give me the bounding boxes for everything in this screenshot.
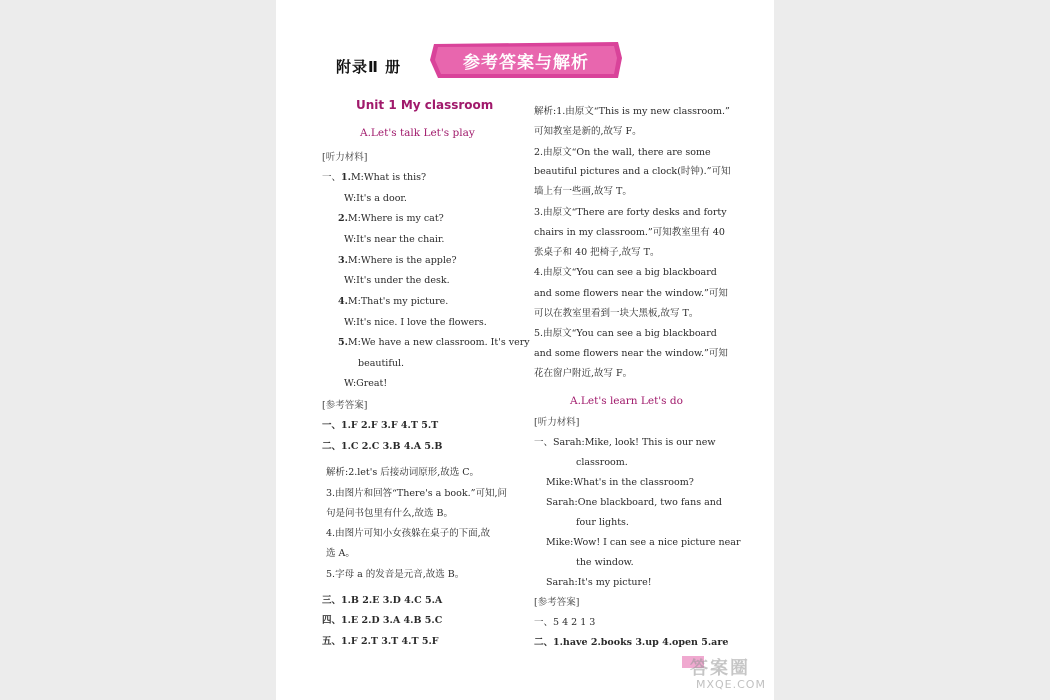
analysis-line: 5.由原文“You can see a big blackboard — [534, 328, 717, 339]
analysis-line: 3.由图片和回答“There's a book.”可知,问 — [326, 488, 508, 499]
analysis-line: 花在窗户附近,故写 F。 — [534, 368, 633, 379]
dialog-line: W:Great! — [344, 378, 388, 389]
dialog-line: Mike:What's in the classroom? — [546, 477, 694, 488]
answer-page — [276, 0, 774, 700]
dialog-line: classroom. — [576, 457, 628, 468]
answers-row-5: 五、1.F 2.T 3.T 4.T 5.F — [322, 636, 439, 647]
analysis-line: 2.由原文“On the wall, there are some — [534, 147, 711, 158]
analysis-line: 4.由原文“You can see a big blackboard — [534, 267, 717, 278]
dialog-line: Mike:Wow! I can see a nice picture near — [546, 537, 741, 548]
answers-row-3: 三、1.B 2.E 3.D 4.C 5.A — [322, 595, 443, 606]
analysis-line: 可以在教室里看到一块大黑板,故写 T。 — [534, 308, 699, 319]
analysis-line: beautiful pictures and a clock(时钟).”可知 — [534, 166, 731, 177]
dialog-line: 2.M:Where is my cat? — [338, 213, 444, 224]
dialog-line: 3.M:Where is the apple? — [338, 255, 457, 266]
answers-row-2: 二、1.have 2.books 3.up 4.open 5.are — [534, 637, 729, 648]
dialog-line: the window. — [576, 557, 634, 568]
dialog-line: Sarah:One blackboard, two fans and — [546, 497, 722, 508]
appendix-label: 附录Ⅱ 册 — [336, 58, 402, 76]
answers-row-1: 一、1.F 2.F 3.F 4.T 5.T — [322, 420, 439, 431]
dialog-line: 一、Sarah:Mike, look! This is our new — [534, 437, 716, 448]
analysis-line: 可知教室是新的,故写 F。 — [534, 126, 642, 137]
analysis-line: and some flowers near the window.”可知 — [534, 288, 728, 299]
dialog-line: beautiful. — [358, 358, 405, 369]
dialog-line: four lights. — [576, 517, 629, 528]
dialog-line: 4.M:That's my picture. — [338, 296, 449, 307]
watermark-main: 答案圈 — [690, 658, 750, 679]
dialog-line: 一、1.M:What is this? — [322, 172, 427, 183]
analysis-line: 句是问书包里有什么,故选 B。 — [326, 508, 454, 519]
watermark-sub: MXQE.COM — [696, 678, 766, 691]
analysis-line: 墙上有一些画,故写 T。 — [534, 186, 632, 197]
title-banner — [428, 40, 624, 80]
analysis-line: 解析:2.let's 后接动词原形,故选 C。 — [326, 467, 480, 478]
analysis-line: 3.由原文“There are forty desks and forty — [534, 207, 727, 218]
answers-label: [参考答案] — [534, 597, 580, 608]
analysis-line: 解析:1.由原文“This is my new classroom.” — [534, 106, 730, 117]
analysis-line: 5.字母 a 的发音是元音,故选 B。 — [326, 569, 465, 580]
dialog-line: W:It's a door. — [344, 193, 407, 204]
dialog-line: Sarah:It's my picture! — [546, 577, 652, 588]
analysis-line: and some flowers near the window.”可知 — [534, 348, 728, 359]
dialog-line: W:It's nice. I love the flowers. — [344, 317, 487, 328]
answers-row-1: 一、5 4 2 1 3 — [534, 617, 596, 628]
analysis-line: 张桌子和 40 把椅子,故写 T。 — [534, 247, 660, 258]
analysis-line: chairs in my classroom.”可知教室里有 40 — [534, 227, 725, 238]
answers-label: [参考答案] — [322, 400, 368, 411]
answers-row-2: 二、1.C 2.C 3.B 4.A 5.B — [322, 441, 443, 452]
site-watermark — [682, 652, 782, 696]
dialog-line: W:It's under the desk. — [344, 275, 450, 286]
listening-label: [听力材料] — [322, 152, 368, 163]
listening-label: [听力材料] — [534, 417, 580, 428]
section-title-talk: A.Let's talk Let's play — [360, 127, 475, 139]
answers-row-4: 四、1.E 2.D 3.A 4.B 5.C — [322, 615, 443, 626]
unit-title: Unit 1 My classroom — [356, 98, 494, 112]
section-title-learn: A.Let's learn Let's do — [570, 395, 683, 407]
dialog-line: W:It's near the chair. — [344, 234, 445, 245]
analysis-line: 选 A。 — [326, 548, 355, 559]
banner-title: 参考答案与解析 — [463, 53, 589, 73]
dialog-line: 5.M:We have a new classroom. It's very — [338, 337, 530, 348]
analysis-line: 4.由图片可知小女孩躲在桌子的下面,故 — [326, 528, 491, 539]
